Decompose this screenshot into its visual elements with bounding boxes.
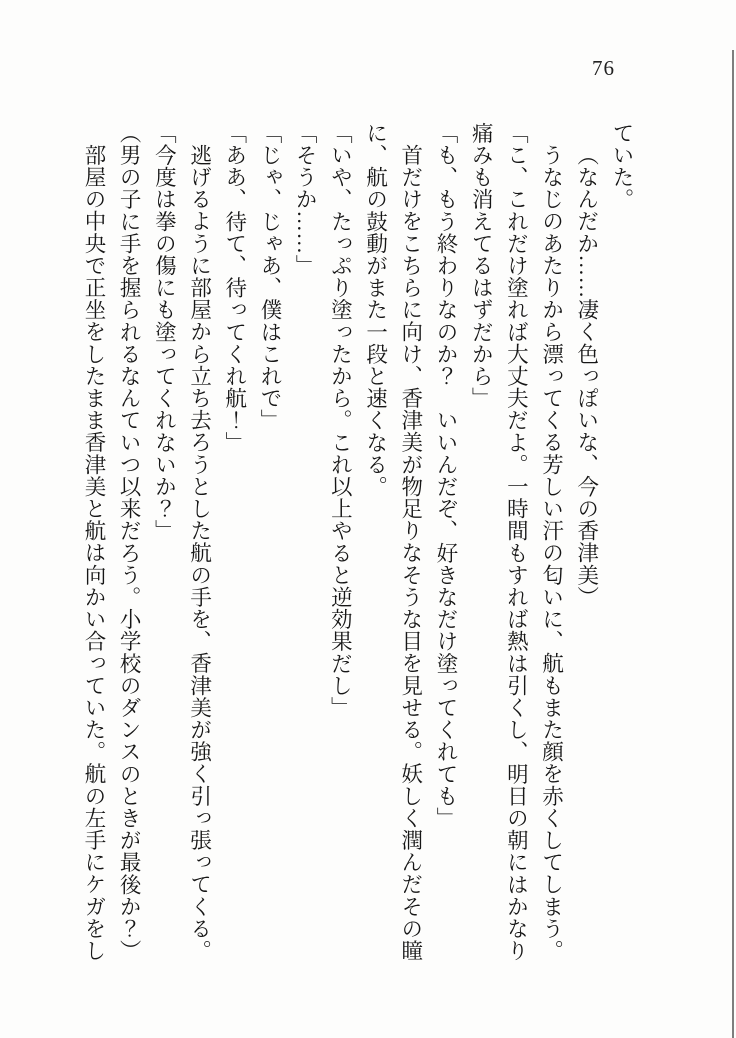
text-column: 「そうか……」 (293, 122, 318, 277)
page-number: 76 (592, 56, 615, 80)
text-column: （なんだか……凄く色っぽいな、今の香津美） (574, 144, 599, 609)
text-column: 「こ、これだけ塗れば大丈夫だよ。一時間もすれば熱は引くし、明日の朝にはかなり (504, 122, 529, 962)
text-column: 「ああ、待て、待ってくれ航！」 (222, 122, 247, 454)
text-column: 「いや、たっぷり塗ったから。これ以上やると逆効果だし」 (328, 122, 353, 719)
text-column: 部屋の中央で正坐をしたまま香津美と航は向かい合っていた。航の左手にケガをし (81, 144, 106, 962)
text-column: 首だけをこちらに向け、香津美が物足りなそうな目を見せる。妖しく潤んだその瞳 (398, 144, 423, 962)
text-column: 「今度は拳の傷にも塗ってくれないか？」 (152, 122, 177, 542)
text-column: 痛みも消えてるはずだから」 (469, 122, 494, 410)
text-column: に、航の鼓動がまた一段と速くなる。 (363, 122, 388, 498)
page-edge-line (732, 50, 734, 1038)
text-column: ていた。 (610, 122, 634, 211)
text-column: （男の子に手を握られるなんていつ以来だろう。小学校のダンスのときが最後か？） (117, 122, 142, 962)
text-column: 「も、もう終わりなのか？ いいんだぞ、好きなだけ塗ってくれても」 (433, 122, 458, 830)
vertical-text-block (76, 122, 639, 962)
text-column: うなじのあたりから漂ってくる芳しい汗の匂いに、航もまた顔を赤くしてしまう。 (539, 144, 564, 962)
text-column: 逃げるように部屋から立ち去ろうとした航の手を、香津美が強く引っ張ってくる。 (187, 144, 212, 962)
text-column: 「じゃ、じゃあ、僕はこれで」 (257, 122, 282, 432)
